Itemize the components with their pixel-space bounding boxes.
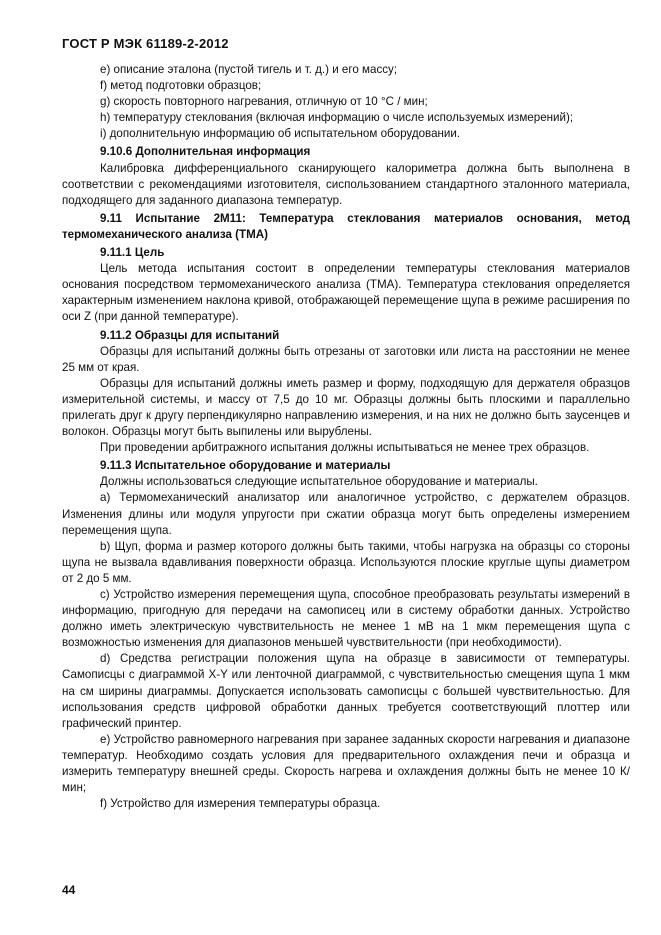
section-heading: 9.11.2 Образцы для испытаний — [100, 328, 280, 342]
paragraph: i) дополнительную информацию об испытательном оборудовании. — [100, 127, 461, 141]
paragraph: е) описание эталона (пустой тигель и т. д.) и его массу; — [100, 63, 398, 76]
page-body — [62, 62, 630, 812]
paragraph: Калибровка дифференциального сканирующего калориметра должна быть выполнена в соответствии с рекомендациями изготовителя, сиспользованием стандартного эталонного материала, подходящего для заданного диапазона температур. — [62, 161, 630, 207]
paragraph: Образцы для испытаний должны быть отрезаны от заготовки или листа на расстоянии не менее 25 мм от края. — [62, 344, 630, 374]
section-heading: 9.11.1 Цель — [100, 246, 165, 260]
paragraph: е) Устройство равномерного нагревания при заранее заданных скорости нагревания и диапазоне температур. Необходимо создать условия для предварительного охлаждения печи и образца и измерить температуру внешней среды. Скорость нагрева и охлаждения должны быть не менее 10 К/мин; — [62, 732, 630, 795]
document-header: ГОСТ Р МЭК 61189-2-2012 — [62, 36, 229, 51]
paragraph: При проведении арбитражного испытания должны испытываться не менее трех образцов. — [100, 441, 590, 455]
paragraph: g) скорость повторного нагревания, отличную от 10 °С / мин; — [100, 95, 428, 109]
paragraph: а) Термомеханический анализатор или аналогичное устройство, с держателем образцов. Изменения длины или модуля упругости при сжатии образца могут быть определены измерением перемещения щупа. — [62, 491, 630, 537]
paragraph: f) Устройство для измерения температуры образца. — [100, 797, 381, 811]
paragraph: с) Устройство измерения перемещения щупа, способное преобразовать результаты измерений в информацию, пригодную для передачи на самописец или в систему обработки данных. Устройство должно иметь электрическую чувствительность не менее 1 мВ на 1 мкм перемещения щупа с возможностью изменения для диапазонов меньшей чувствительности (при необходимости). — [62, 588, 630, 650]
paragraph: f) метод подготовки образцов; — [100, 79, 262, 93]
paragraph: h) температуру стеклования (включая информацию о числе используемых измерений); — [100, 111, 574, 125]
section-heading: 9.10.6 Дополнительная информация — [100, 145, 311, 159]
section-heading: 9.11.3 Испытательное оборудование и материалы — [100, 459, 391, 473]
paragraph: Образцы для испытаний должны иметь размер и форму, подходящую для держателя образцов измерительной системы, и массу от 7,5 до 10 мг. Образцы должны быть плоскими и параллельно прилегать друг к другу перпендикулярно направлению измерения, и на них не должно быть заусенцев и волокон. Образцы могут быть выпилены или вырублены. — [62, 376, 630, 439]
page-number: 44 — [62, 883, 76, 897]
paragraph: d) Средства регистрации положения щупа на образце в зависимости от температуры. Самописцы с диаграммой X-Y или ленточной диаграммой, с чувствительностью смещения щупа 1 мкм на см ширины диаграммы. Допускается использовать самописцы с большей чувствительностью. Для использования средств цифровой обработки данных требуется соответствующий плоттер или графический принтер. — [62, 652, 630, 730]
section-heading: 9.11 Испытание 2М11: Температура стеклования материалов основания, метод термомеханического анализа (ТМА) — [62, 211, 630, 241]
paragraph: Должны использоваться следующие испытательное оборудование и материалы. — [100, 475, 538, 489]
paragraph: b) Щуп, форма и размер которого должны быть такими, чтобы нагрузка на образцы со стороны щупа не вызвала вдавливания поверхности образца. Используются плоские круглые щупы диаметром от 2 до 5 мм. — [62, 539, 630, 585]
paragraph: Цель метода испытания состоит в определении температуры стеклования материалов основания посредством термомеханического анализа (ТМА). Температура стеклования определяется характерным изменением наклона кривой, отображающей перемещение щупа в режиме расширения по оси Z (при данной температуре). — [62, 262, 630, 324]
